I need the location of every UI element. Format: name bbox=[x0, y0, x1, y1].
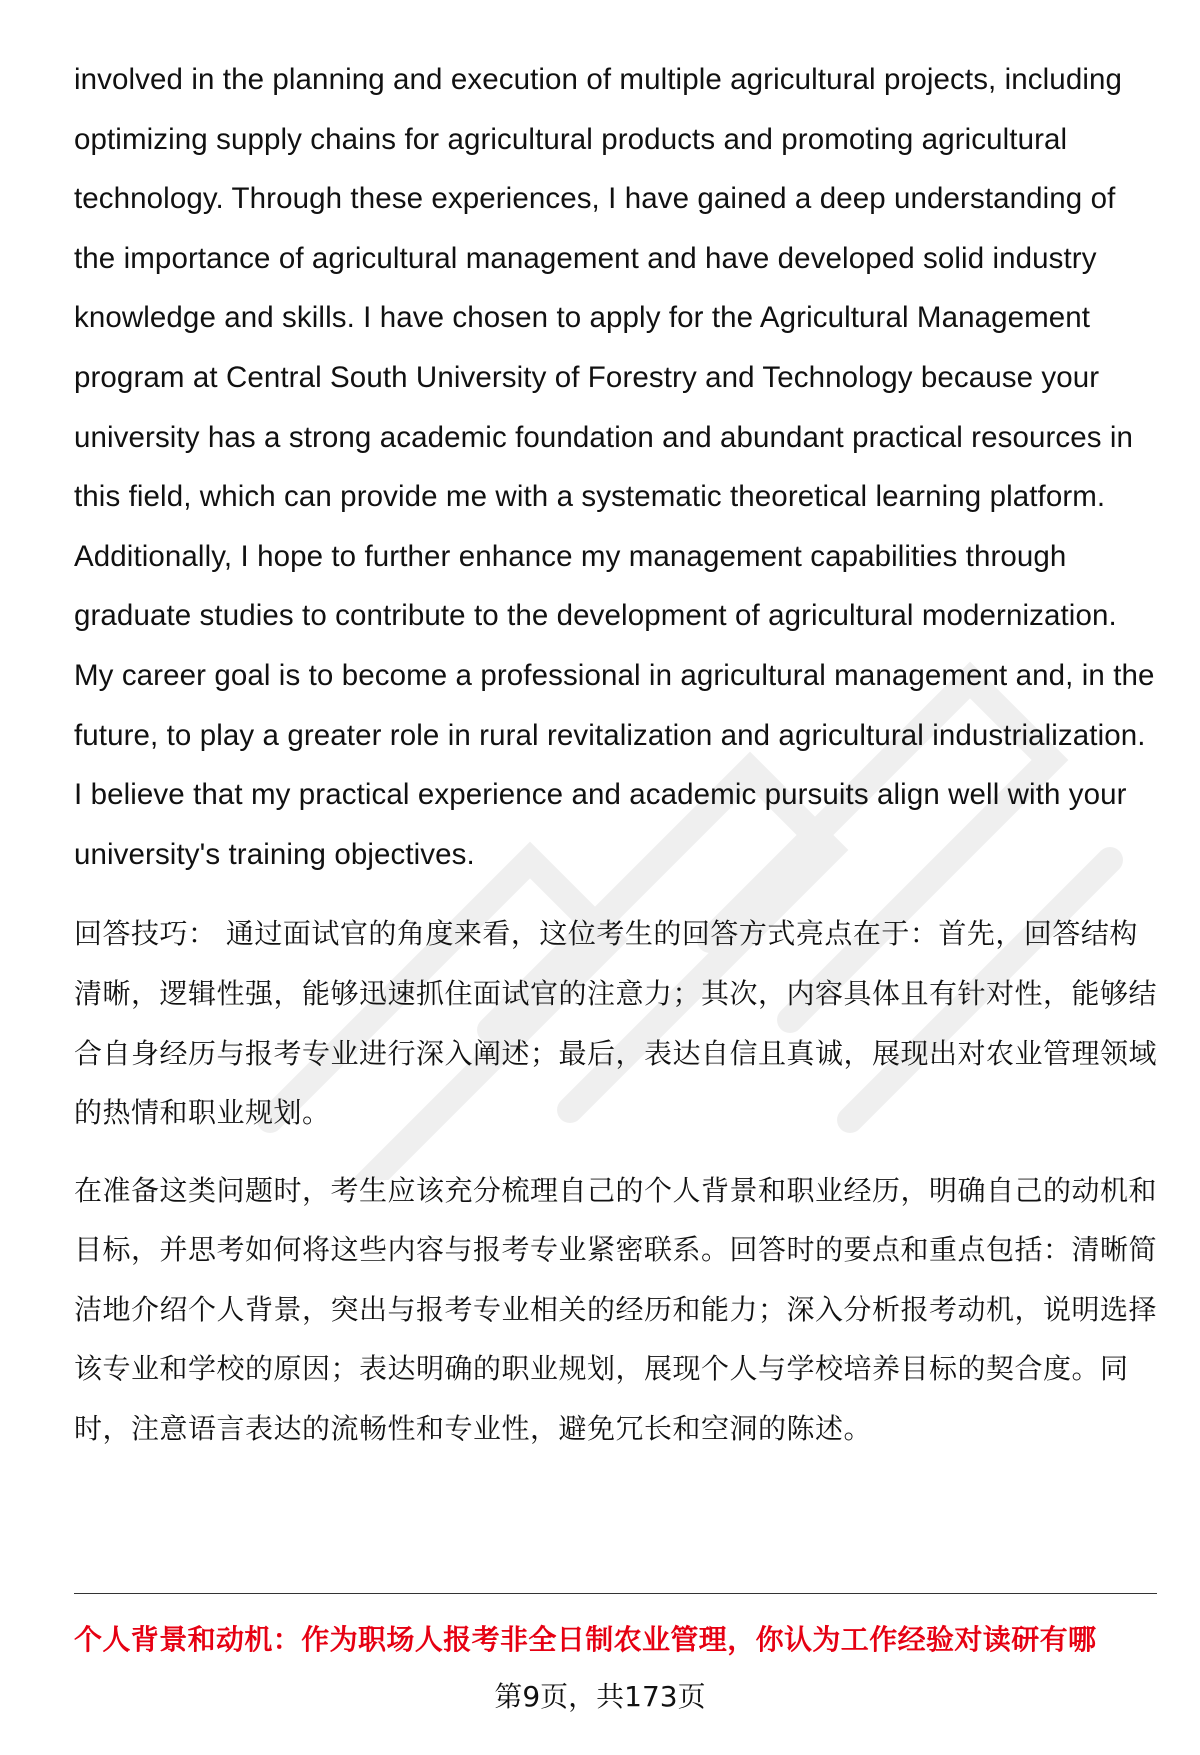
next-question-heading: 个人背景和动机：作为职场人报考非全日制农业管理，你认为工作经验对读研有哪 bbox=[74, 1623, 1097, 1656]
preparation-advice-paragraph: 在准备这类问题时，考生应该充分梳理自己的个人背景和职业经历，明确自己的动机和目标，并思考如何将这些内容与报考专业紧密联系。回答时的要点和重点包括：清晰简洁地介绍个人背景，突出与报考专业相关的经历和能力；深入分析报考动机，说明选择该专业和学校的原因；表达明确的职业规划，展现个人与学校培养目标的契合度。同时，注意语言表达的流畅性和专业性，避免冗长和空洞的陈述。 bbox=[74, 1173, 1158, 1446]
section-divider bbox=[74, 1593, 1157, 1594]
document-body bbox=[74, 50, 1159, 1459]
page-number: 第9页，共173页 bbox=[494, 1680, 706, 1713]
answer-tips-paragraph: 回答技巧： 通过面试官的角度来看，这位考生的回答方式亮点在于：首先，回答结构清晰，逻辑性强，能够迅速抓住面试官的注意力；其次，内容具体且有针对性，能够结合自身经历与报考专业进行深入阐述；最后，表达自信且真诚，展现出对农业管理领域的热情和职业规划。 bbox=[74, 917, 1158, 1130]
english-answer-paragraph: involved in the planning and execution of multiple agricultural projects, including optimizing supply chains for agricultural products and promoting agricultural technology. Through these experiences, I have gained a deep understanding of the importance of agricultural management and have developed solid industry knowledge and skills. I have chosen to apply for the Agricultural Management program at Central South University of Forestry and Technology because your university has a strong academic foundation and abundant practical resources in this field, which can provide me with a systematic theoretical learning platform. Additionally, I hope to further enhance my management capabilities through graduate studies to contribute to the development of agricultural modernization. My career goal is to become a professional in agricultural management and, in the future, to play a greater role in rural revitalization and agricultural industrialization. I believe that my practical experience and academic pursuits align well with your university's training objectives. bbox=[74, 63, 1155, 871]
